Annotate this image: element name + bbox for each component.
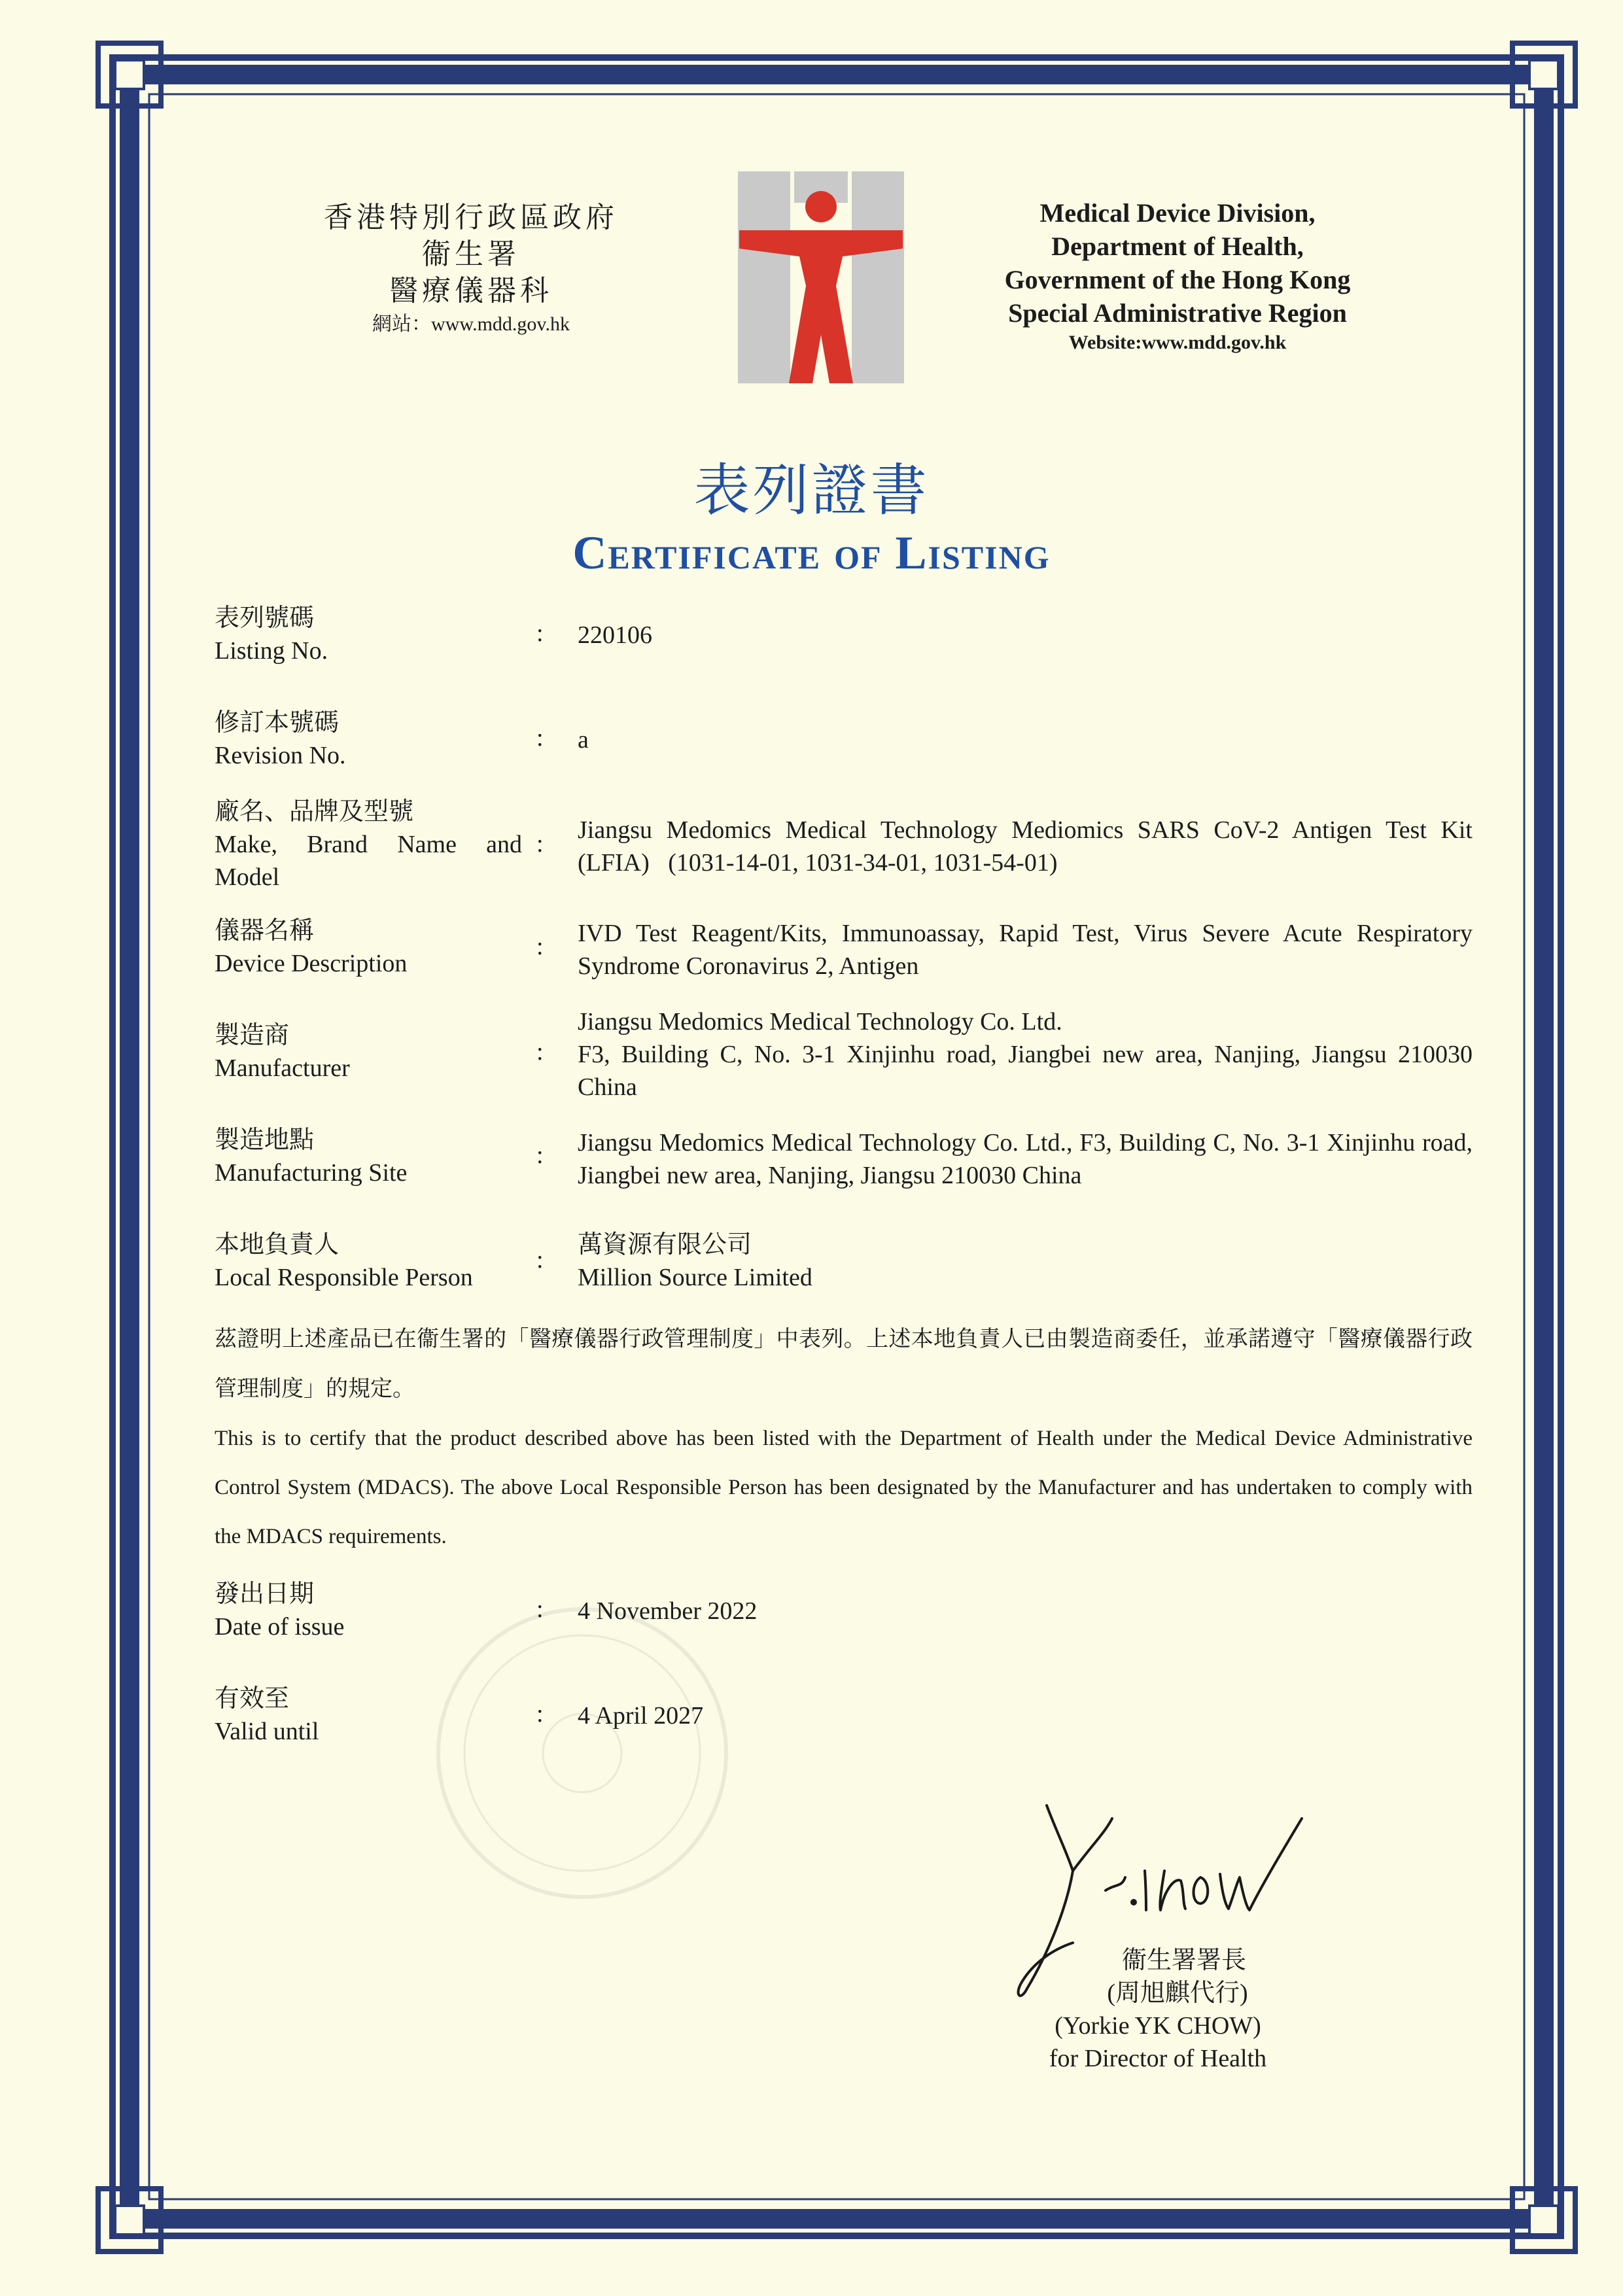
field-value-listing-no: 220106 bbox=[578, 621, 652, 649]
field-value-device-description: IVD Test Reagent/Kits, Immunoassay, Rapid Test, Virus Severe Acute Respiratory Syndrome Coronavirus 2, Antigen bbox=[578, 920, 1473, 980]
header-en-website: Website:www.mdd.gov.hk bbox=[1068, 332, 1287, 353]
colon: : bbox=[536, 933, 544, 960]
signatory-role-en: for Director of Health bbox=[1049, 2045, 1267, 2072]
header-cn-line2: 衞生署 bbox=[422, 238, 520, 270]
lrp-name-cn: 萬資源有限公司 bbox=[578, 1231, 752, 1259]
label-en: Local Responsible Person bbox=[215, 1264, 473, 1291]
official-seal-watermark-icon bbox=[425, 1596, 739, 1910]
colon: : bbox=[536, 1246, 544, 1274]
colon: : bbox=[536, 1141, 544, 1169]
header-cn-line1: 香港特別行政區政府 bbox=[324, 201, 618, 234]
label-cn: 製造地點 bbox=[215, 1126, 315, 1154]
signatory-name-cn: (周旭麒代行) bbox=[1107, 1979, 1248, 2007]
label-cn: 製造商 bbox=[215, 1022, 290, 1049]
field-value-make-brand-model: Jiangsu Medomics Medical Technology Mediomics SARS CoV-2 Antigen Test Kit (LFIA) (1031-14-01, 1031-34-01, 1031-54-01) bbox=[578, 816, 1479, 877]
header-chinese bbox=[288, 200, 654, 339]
field-value-manufacturing-site: Jiangsu Medomics Medical Technology Co. Ltd., F3, Building C, No. 3-1 Xinjinhu road, Jiangbei new area, Nanjing, Jiangsu 210030 China bbox=[578, 1129, 1473, 1189]
label-cn: 本地負責人 bbox=[215, 1231, 340, 1259]
label-en: Make, Brand Name and Model bbox=[215, 831, 522, 891]
statement-english: This is to certify that the product described above has been listed with the Department of Health under the Medical Device Administrative Control System (MDACS). The above Local Responsible Person has been designated by the Manufacturer and has undertaken to comply with the MDACS requirements. bbox=[215, 1427, 1473, 1548]
certificate-title-english: Certificate of Listing bbox=[572, 527, 1051, 579]
signatory-title-cn: 衞生署署長 bbox=[1121, 1947, 1246, 1974]
field-label-listing-no bbox=[215, 602, 522, 667]
field-label-valid-until bbox=[215, 1682, 522, 1748]
label-cn: 儀器名稱 bbox=[215, 917, 315, 945]
field-value-valid-until: 4 April 2027 bbox=[578, 1702, 704, 1730]
field-label-manufacturer bbox=[215, 1019, 522, 1085]
label-en: Date of issue bbox=[215, 1613, 345, 1641]
lrp-name-en: Million Source Limited bbox=[578, 1264, 812, 1291]
label-en: Device Description bbox=[215, 950, 408, 977]
header-english bbox=[942, 196, 1413, 356]
label-en: Valid until bbox=[215, 1718, 319, 1745]
field-label-local-responsible-person bbox=[215, 1228, 522, 1294]
header-cn-website: 網站：www.mdd.gov.hk bbox=[372, 313, 570, 335]
field-value-date-of-issue: 4 November 2022 bbox=[578, 1597, 758, 1625]
colon: : bbox=[536, 619, 544, 647]
header-en-line4: Special Administrative Region bbox=[1008, 298, 1347, 328]
field-label-make-brand-model bbox=[215, 795, 522, 894]
colon: : bbox=[536, 830, 544, 858]
label-cn: 表列號碼 bbox=[215, 604, 315, 632]
field-label-date-of-issue bbox=[215, 1578, 522, 1643]
label-cn: 修訂本號碼 bbox=[215, 709, 340, 737]
label-en: Manufacturing Site bbox=[215, 1159, 408, 1187]
statement-chinese: 茲證明上述產品已在衞生署的「醫療儀器行政管理制度」中表列。上述本地負責人已由製造商委任，並承諾遵守「醫療儀器行政管理制度」的規定。 bbox=[215, 1327, 1473, 1401]
department-of-health-logo-icon bbox=[738, 171, 904, 383]
label-en: Revision No. bbox=[215, 742, 346, 769]
field-label-revision-no bbox=[215, 706, 522, 772]
colon: : bbox=[536, 1700, 544, 1728]
field-value-manufacturer bbox=[578, 1005, 1473, 1104]
field-value-local-responsible-person bbox=[578, 1228, 1473, 1294]
signatory-name-en: (Yorkie YK CHOW) bbox=[1055, 2012, 1261, 2040]
colon: : bbox=[536, 1595, 544, 1623]
certificate-title-chinese: 表列證書 bbox=[693, 459, 930, 522]
field-value-revision-no: a bbox=[578, 726, 589, 754]
header-en-line1: Medical Device Division, bbox=[1039, 198, 1316, 228]
header-en-line3: Government of the Hong Kong bbox=[1004, 265, 1351, 294]
colon: : bbox=[536, 1038, 544, 1066]
field-label-manufacturing-site bbox=[215, 1124, 522, 1189]
signatory-block bbox=[994, 1944, 1321, 2075]
label-en: Listing No. bbox=[215, 637, 328, 665]
header-en-line2: Department of Health, bbox=[1051, 232, 1304, 261]
label-en: Manufacturer bbox=[215, 1054, 350, 1082]
manufacturer-name: Jiangsu Medomics Medical Technology Co. Ltd. bbox=[578, 1008, 1062, 1035]
field-label-device-description bbox=[215, 914, 522, 980]
colon: : bbox=[536, 724, 544, 752]
label-cn: 廠名、品牌及型號 bbox=[215, 798, 414, 826]
header-cn-line3: 醫療儀器科 bbox=[389, 275, 553, 307]
manufacturer-address: F3, Building C, No. 3-1 Xinjinhu road, Jiangbei new area, Nanjing, Jiangsu 210030 China bbox=[578, 1041, 1473, 1101]
label-cn: 發出日期 bbox=[215, 1580, 315, 1608]
label-cn: 有效至 bbox=[215, 1685, 290, 1713]
